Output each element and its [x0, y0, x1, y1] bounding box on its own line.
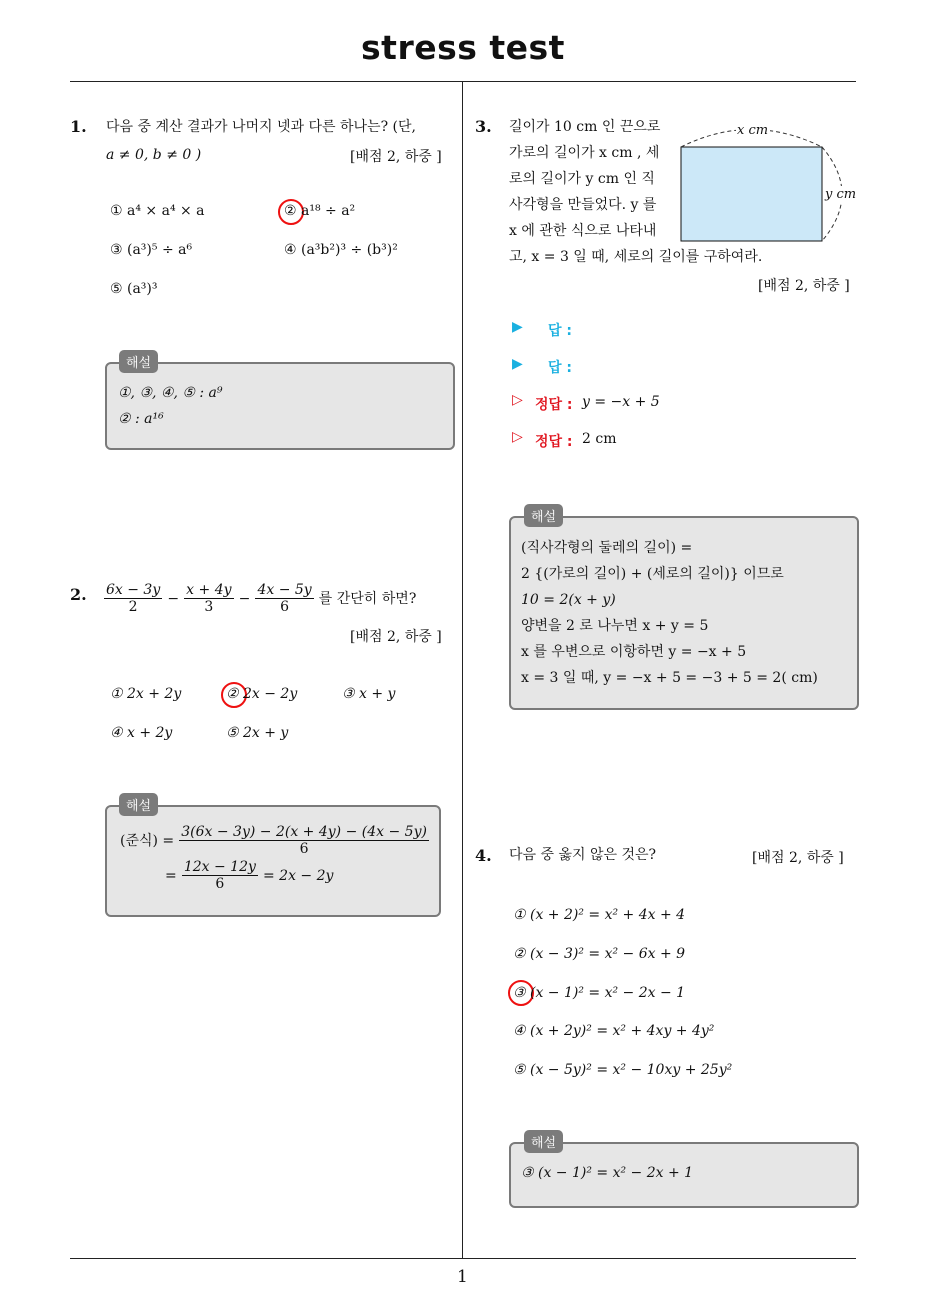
- option-2[interactable]: ② a¹⁸ ÷ a²: [284, 203, 356, 219]
- explanation-derivation: (준식) = $\frac{3(6x - 3y) - 2(x + 4y) - (4x - 5y)}{6}$: [120, 824, 427, 857]
- fraction: $\frac{12x - 12y}{6}$: [183, 859, 256, 892]
- option-5[interactable]: ⑤ (a³)³: [110, 281, 158, 297]
- figure-height-label: y cm: [825, 187, 857, 202]
- option-3[interactable]: ③ (a³)⁵ ÷ a⁶: [110, 242, 193, 258]
- question-text-line: 다음 중 계산 결과가 나머지 넷과 다른 하나는? (단,: [106, 119, 416, 135]
- question-number: 3.: [475, 117, 492, 136]
- correct-label: 정답 :: [535, 434, 573, 450]
- option-3[interactable]: ③ (x − 1)² = x² − 2x − 1: [513, 985, 686, 1001]
- correct-label: 정답 :: [535, 397, 573, 413]
- answer-arrow-icon: ▶: [512, 319, 523, 335]
- option-2[interactable]: ② (x − 3)² = x² − 6x + 9: [513, 946, 686, 962]
- question-text-line: 고, x = 3 일 때, 세로의 길이를 구하여라.: [509, 249, 763, 265]
- header-rule: [70, 81, 856, 82]
- fraction: $\frac{3(6x - 3y) - 2(x + 4y) - (4x - 5y)}{6}$: [181, 824, 427, 857]
- correct-arrow-icon: ▷: [512, 429, 523, 445]
- question-text: 다음 중 옳지 않은 것은?: [509, 847, 657, 863]
- option-4[interactable]: ④ (a³b²)³ ÷ (b³)²: [284, 242, 398, 258]
- question-text-line: 가로의 길이가 x cm , 세: [509, 145, 660, 161]
- question-text-line: 길이가 10 cm 인 끈으로: [509, 119, 661, 135]
- question-score: [배점 2, 하중 ]: [350, 149, 442, 165]
- explanation-derivation: = $\frac{12x - 12y}{6}$ = 2x − 2y: [165, 859, 334, 892]
- option-4[interactable]: ④ (x + 2y)² = x² + 4xy + 4y²: [513, 1023, 715, 1039]
- question-text-line: x 에 관한 식으로 나타내: [509, 223, 657, 239]
- answer-label: 답 :: [548, 360, 572, 376]
- option-5[interactable]: ⑤ (x − 5y)² = x² − 10xy + 25y²: [513, 1062, 733, 1078]
- correct-answer: y = −x + 5: [582, 394, 660, 410]
- footer-rule: [70, 1258, 856, 1259]
- fraction: $\frac{4x - 5y}{6}$: [257, 582, 312, 615]
- explanation-line: x = 3 일 때, y = −x + 5 = −3 + 5 = 2( cm): [521, 670, 818, 686]
- rectangle-figure: [670, 118, 870, 254]
- correct-arrow-icon: ▷: [512, 392, 523, 408]
- question-number: 2.: [70, 585, 87, 604]
- page-title: stress test: [361, 28, 565, 67]
- explanation-tag: 해설: [119, 350, 158, 373]
- explanation-line: ③ (x − 1)² = x² − 2x + 1: [521, 1165, 694, 1181]
- column-divider: [462, 82, 463, 1259]
- question-number: 4.: [475, 846, 492, 865]
- explanation-line: x 를 우변으로 이항하면 y = −x + 5: [521, 644, 747, 660]
- question-score: [배점 2, 하중 ]: [752, 850, 844, 866]
- explanation-line: 양변을 2 로 나누면 x + y = 5: [521, 618, 709, 634]
- explanation-line: ①, ③, ④, ⑤ : a⁹: [118, 385, 223, 401]
- explanation-line: 2 {(가로의 길이) + (세로의 길이)} 이므로: [521, 566, 784, 582]
- question-condition: a ≠ 0, b ≠ 0 ): [106, 147, 202, 163]
- question-text-line: 사각형을 만들었다. y 를: [509, 197, 657, 213]
- answer-arrow-icon: ▶: [512, 356, 523, 372]
- explanation-tag: 해설: [524, 504, 563, 527]
- fraction: $\frac{6x - 3y}{2}$: [106, 582, 161, 615]
- correct-answer: 2 cm: [582, 431, 617, 447]
- explanation-line: ② : a¹⁶: [118, 411, 164, 427]
- explanation-tag: 해설: [524, 1130, 563, 1153]
- option-1[interactable]: ① (x + 2)² = x² + 4x + 4: [513, 907, 686, 923]
- option-2[interactable]: ② 2x − 2y: [226, 686, 298, 702]
- question-score: [배점 2, 하중 ]: [350, 629, 442, 645]
- option-1[interactable]: ① a⁴ × a⁴ × a: [110, 203, 205, 219]
- explanation-line: (직사각형의 둘레의 길이) =: [521, 540, 693, 556]
- question-text-line: 로의 길이가 y cm 인 직: [509, 171, 655, 187]
- option-4[interactable]: ④ x + 2y: [110, 725, 173, 741]
- question-expression: $\frac{6x - 3y}{2}$ − $\frac{x + 4y}{3}$ − $\frac{4x - 5y}{6}$ 를 간단히 하면?: [106, 582, 417, 615]
- option-1[interactable]: ① 2x + 2y: [110, 686, 182, 702]
- figure-width-label: x cm: [737, 123, 769, 138]
- question-number: 1.: [70, 117, 87, 136]
- fraction: $\frac{x + 4y}{3}$: [186, 582, 232, 615]
- answer-label: 답 :: [548, 323, 572, 339]
- explanation-tag: 해설: [119, 793, 158, 816]
- question-score: [배점 2, 하중 ]: [758, 278, 850, 294]
- option-5[interactable]: ⑤ 2x + y: [226, 725, 289, 741]
- explanation-line: 10 = 2(x + y): [521, 592, 616, 608]
- page-number: 1: [457, 1267, 468, 1287]
- option-3[interactable]: ③ x + y: [342, 686, 396, 702]
